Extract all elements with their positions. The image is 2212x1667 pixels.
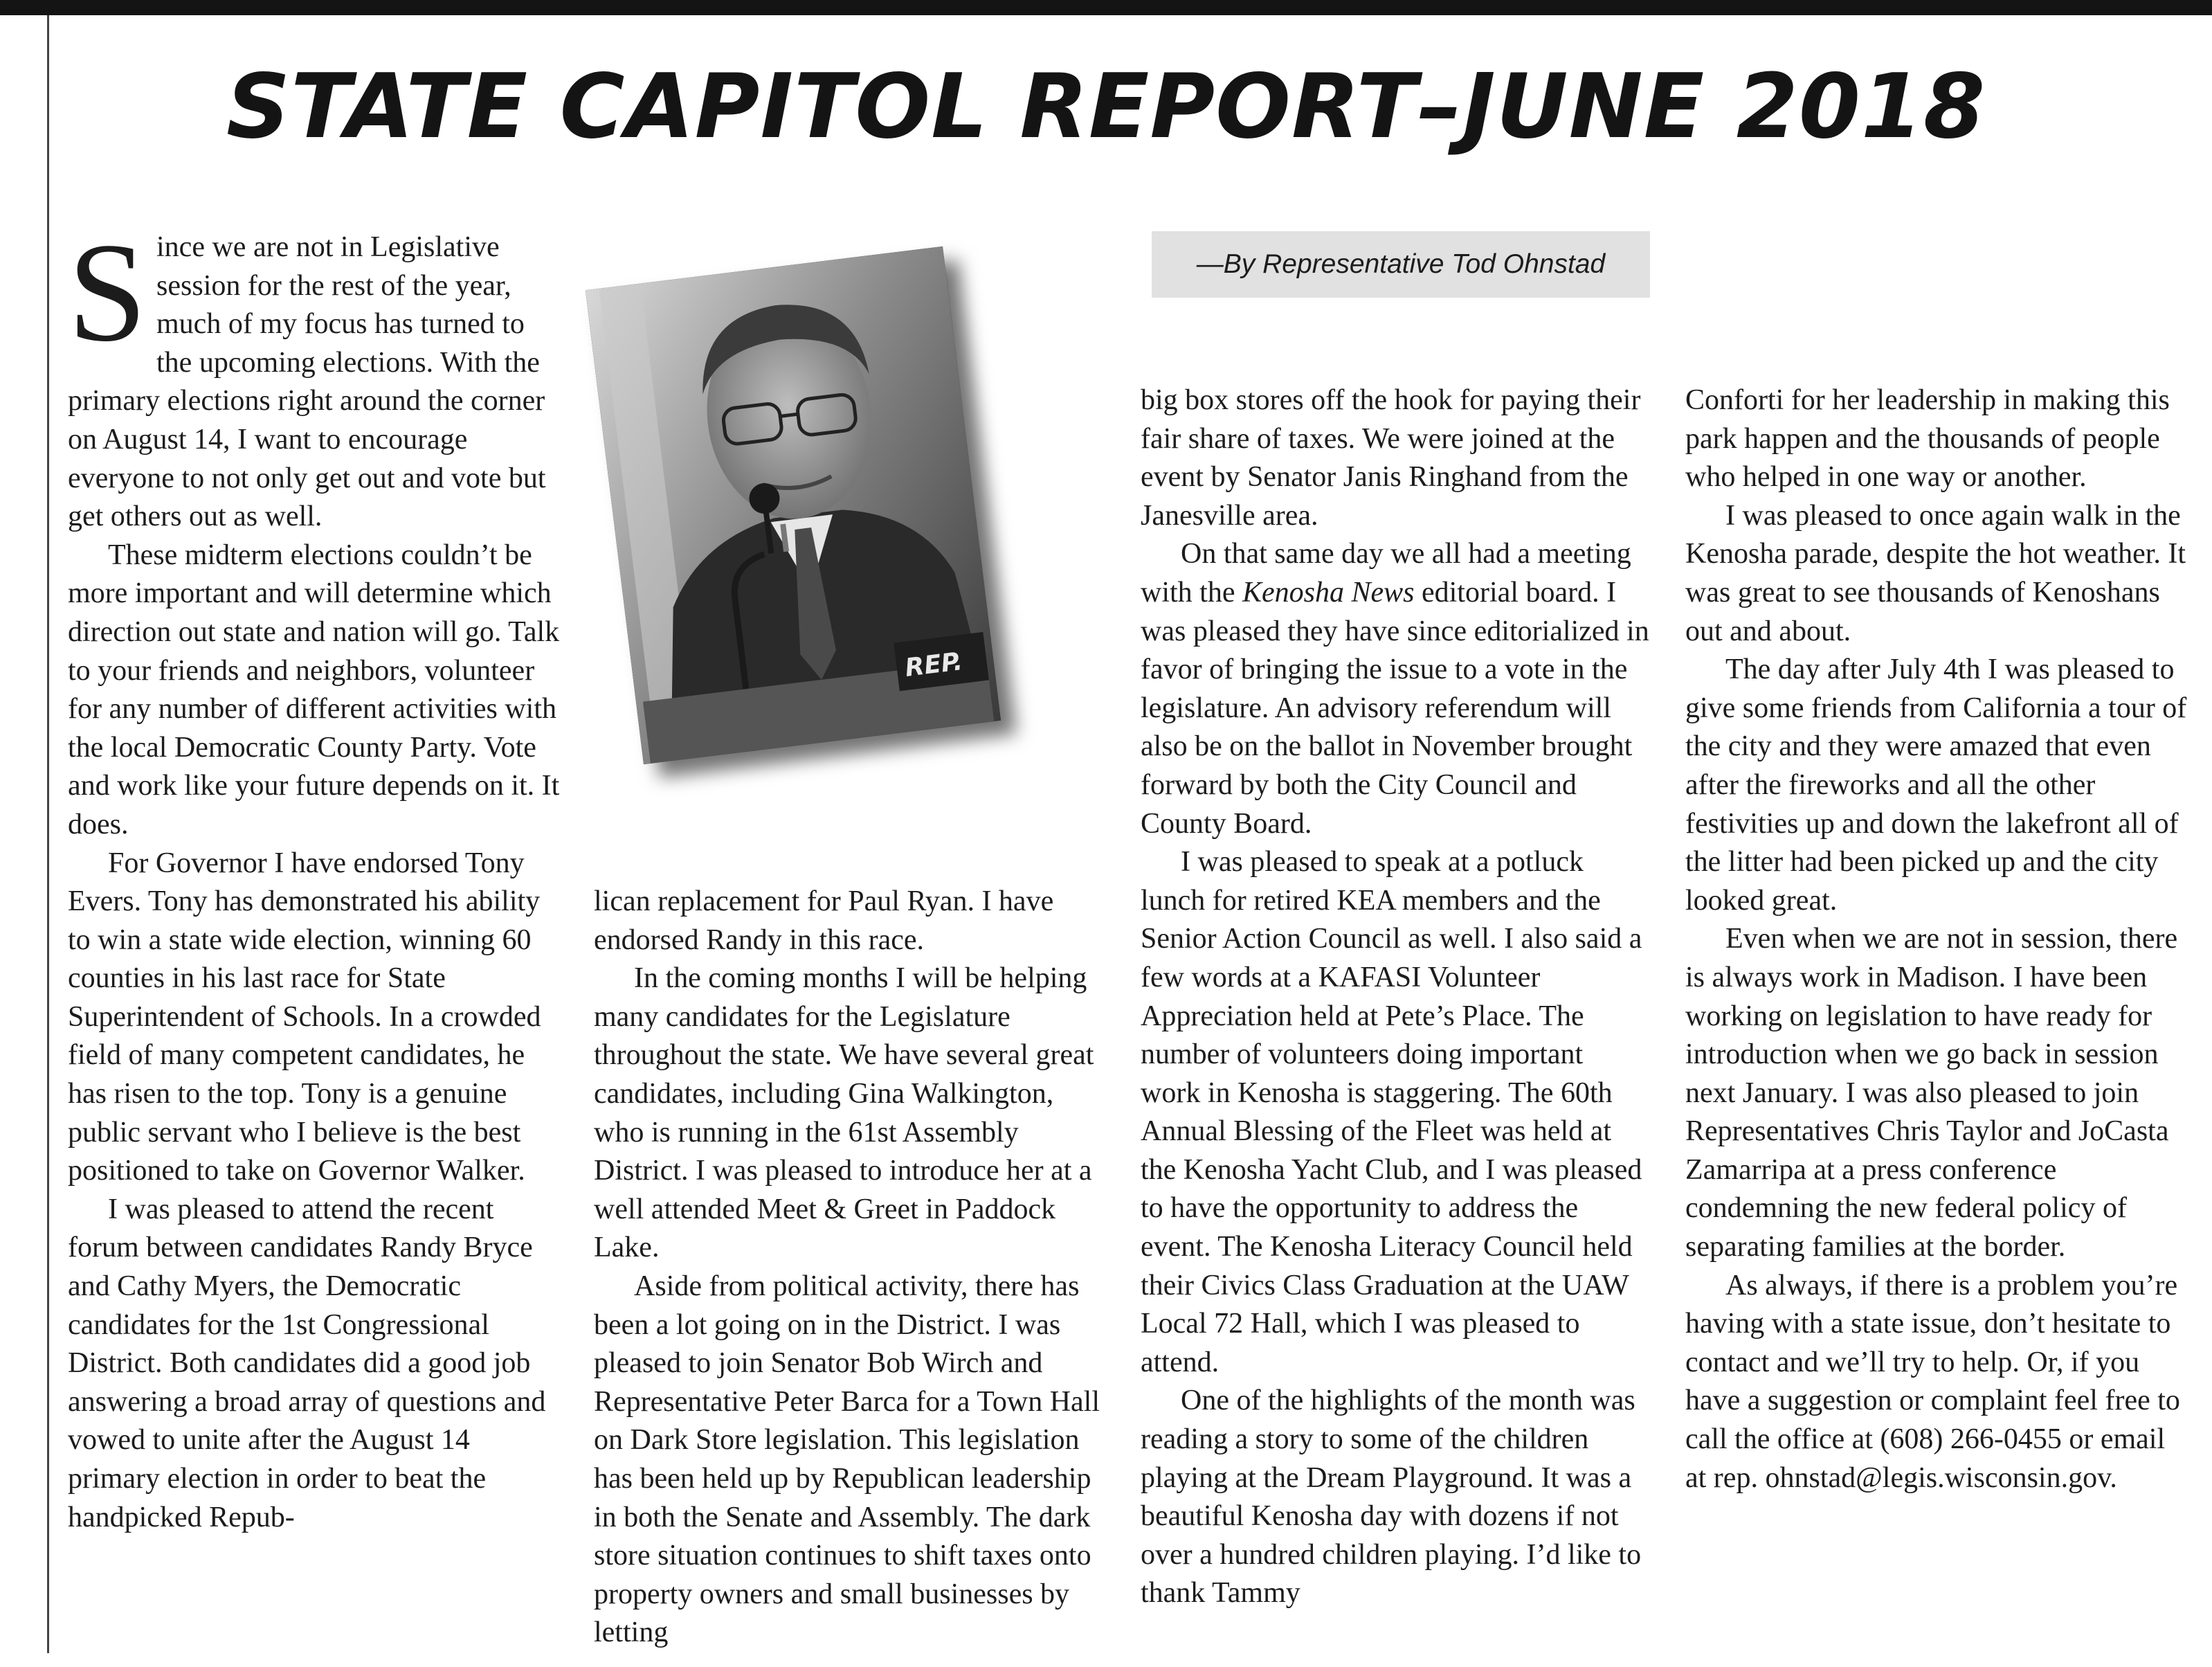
article-paragraph: One of the highlights of the month was reading a story to some of the children playing at the Dream Playground. It was a beautiful Kenosha day with dozens if not over a hundred children playing. I’d like to thank Tammy [1141, 1385, 1642, 1610]
article-column-2 [594, 883, 1103, 1652]
left-column-rule [47, 15, 49, 1653]
article-paragraph: Conforti for her leadership in making this park happen and the thousands of people who helped in one way or another. [1685, 384, 2170, 494]
article-paragraph: For Governor I have endorsed Tony Evers. Tony has demonstrated his ability to win a state wide election, winning 60 counties in his last race for State Superintendent of Schools. In a crowded field of many competent candidates, he has risen to the top. Tony is a genuine public servant who I believe is the best positioned to take on Governor Walker. [68, 847, 541, 1187]
article-paragraph: Even when we are not in session, there is always work in Madison. I have been working on legislation to have ready for introduction when we go back in session next January. I was also pleased to join Representatives Chris Taylor and JoCasta Zamarripa at a press conference condemning the new federal policy of separating families at the border. [1685, 923, 2178, 1263]
page-title: STATE CAPITOL REPORT–JUNE 2018 [226, 55, 1986, 159]
article-paragraph: The day after July 4th I was pleased to give some friends from California a tour of the city and they were amazed that even after the fireworks and all the other festivities up and down the lakefront all of the litter had been picked up and the city looked great. [1685, 654, 2187, 917]
article-column-1 [68, 214, 566, 1537]
article-paragraph: In the coming months I will be helping many candidates for the Legislature throughout the state. We have several great candidates, including Gina Walkington, who is running in the 61st Assembly District. I was pleased to introduce her at a well attended Meet & Greet in Paddock Lake. [594, 962, 1094, 1264]
article-paragraph: I was pleased to speak at a potluck lunch for retired KEA members and the Senior Action Council as well. I also said a few words at a KAFASI Volunteer Appreciation held at Pete’s Place. The number of volunteers doing important work in Kenosha is staggering. The 60th Annual Blessing of the Fleet was held at the Kenosha Yacht Club, and I was pleased to have the opportunity to address the event. The Kenosha Literacy Council held their Civics Class Graduation at the UAW Local 72 Hall, which I was pleased to attend. [1141, 846, 1642, 1378]
drop-cap: S [68, 214, 147, 371]
article-paragraph [1141, 535, 1649, 843]
article-paragraph: As always, if there is a problem you’re having with a state issue, don’t hesitate to contact and we’ll try to help. Or, if you have a suggestion or complaint feel free to call the office at (608) 266-0455 or email at rep. ohnstad@legis.wisconsin.gov. [1685, 1269, 2180, 1494]
paragraph-text: On that same day we all had a meeting with the [1141, 538, 1631, 609]
placard-label: REP. [903, 647, 964, 683]
article-paragraph: Aside from political activity, there has been a lot going on in the District. I was pleased to join Senator Bob Wirch and Representative Peter Barca for a Town Hall on Dark Store legislation. This legislation has been held up by Republican leadership in both the Senate and Assembly. The dark store situation continues to shift taxes onto property owners and small businesses by letting [594, 1270, 1100, 1649]
paragraph-text: editorial board. I was pleased they have since editorialized in favor of bringing the issue to a vote in the legislature. An advisory referendum will also be on the ballot in November brought forward by both the City Council and County Board. [1141, 576, 1649, 840]
paragraph-text: ince we are not in Legislative session for the rest of the year, much of my focus has turned to the upcoming elections. With the primary elections right around the corner on August 14, I want to encourage everyone to not only get out and vote but get others out as well. [68, 231, 546, 533]
article-column-3 [1141, 381, 1649, 1613]
article-paragraph: I was pleased to once again walk in the Kenosha parade, despite the hot weather. It was great to see thousands of Kenoshans out and about. [1685, 499, 2186, 647]
representative-photo [586, 246, 1001, 764]
article-column-4 [1685, 381, 2187, 1497]
article-paragraph: big box stores off the hook for paying their fair share of taxes. We were joined at the event by Senator Janis Ringhand from the Janesville area. [1141, 384, 1641, 532]
byline: —By Representative Tod Ohnstad [1152, 231, 1650, 298]
article-paragraph [68, 214, 566, 537]
top-border-bar [0, 0, 2212, 15]
article-paragraph: lican replacement for Paul Ryan. I have endorsed Randy in this race. [594, 885, 1054, 956]
article-paragraph: I was pleased to attend the recent forum between candidates Randy Bryce and Cathy Myers, the Democratic candidates for the 1st Congressional District. Both candidates did a good job answering a broad array of questions and vowed to unite after the August 14 primary election in order to beat the handpicked Repub- [68, 1193, 546, 1533]
article-paragraph: These midterm elections couldn’t be more important and will determine which direction out state and nation will go. Talk to your friends and neighbors, volunteer for any number of different activities with the local Democratic County Party. Vote and work like your future depends on it. It does. [68, 539, 560, 840]
publication-name: Kenosha News [1242, 576, 1415, 609]
